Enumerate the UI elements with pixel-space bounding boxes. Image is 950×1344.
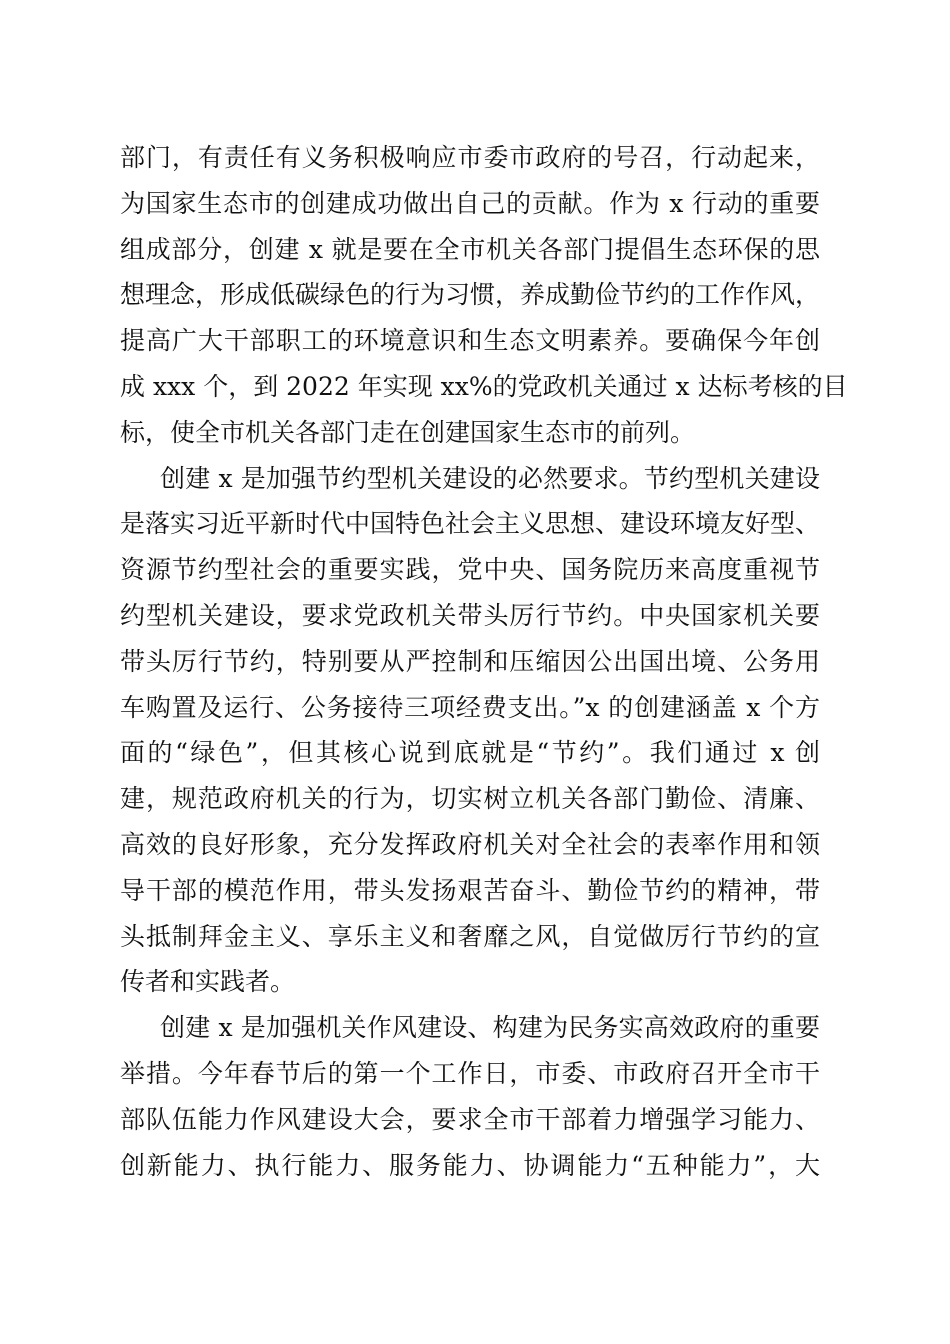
text-line: 传者和实践者。: [120, 967, 296, 997]
paragraph-2: [120, 456, 820, 1006]
text-line: 部队伍能力作风建设大会，要求全市干部着力增强学习能力、: [120, 1104, 820, 1134]
text-line: 创建 x 是加强节约型机关建设的必然要求。节约型机关建设: [160, 463, 820, 493]
text-line: 建，规范政府机关的行为，切实树立机关各部门勤俭、清廉、: [120, 784, 820, 814]
text-line: 约型机关建设，要求党政机关带头厉行节约。中央国家机关要: [120, 600, 820, 630]
paragraph-1: [120, 135, 848, 456]
text-line: 资源节约型社会的重要实践，党中央、国务院历来高度重视节: [120, 555, 820, 585]
text-line: 车购置及运行、公务接待三项经费支出。”x 的创建涵盖 x 个方: [120, 692, 820, 722]
text-line: 头抵制拜金主义、享乐主义和奢靡之风，自觉做厉行节约的宣: [120, 921, 820, 951]
text-line: 成 xxx 个，到 2022 年实现 xx%的党政机关通过 x 达标考核的目: [120, 371, 848, 401]
text-line: 面的“绿色”，但其核心说到底就是“节约”。我们通过 x 创: [120, 738, 820, 768]
text-line: 高效的良好形象，充分发挥政府机关对全社会的表率作用和领: [120, 829, 820, 859]
text-line: 为国家生态市的创建成功做出自己的贡献。作为 x 行动的重要: [120, 188, 820, 218]
paragraph-3: [120, 1005, 820, 1188]
text-line: 是落实习近平新时代中国特色社会主义思想、建设环境友好型、: [120, 509, 821, 539]
text-line: 组成部分，创建 x 就是要在全市机关各部门提倡生态环保的思: [120, 234, 820, 264]
text-line: 部门，有责任有义务积极响应市委市政府的号召，行动起来，: [120, 143, 820, 172]
text-line: 举措。今年春节后的第一个工作日，市委、市政府召开全市干: [120, 1058, 820, 1088]
text-line: 想理念，形成低碳绿色的行为习惯，养成勤俭节约的工作作风，: [120, 280, 821, 310]
text-line: 导干部的模范作用，带头发扬艰苦奋斗、勤俭节约的精神，带: [120, 875, 820, 905]
text-line: 提高广大干部职工的环境意识和生态文明素养。要确保今年创: [120, 326, 820, 356]
text-line: 创建 x 是加强机关作风建设、构建为民务实高效政府的重要: [160, 1013, 820, 1043]
text-line: 带头厉行节约，特别要从严控制和压缩因公出国出境、公务用: [120, 646, 820, 676]
text-line: 创新能力、执行能力、服务能力、协调能力“五种能力”，大: [120, 1150, 820, 1180]
document-body: [120, 135, 848, 1188]
text-line: 标，使全市机关各部门走在创建国家生态市的前列。: [120, 417, 696, 447]
